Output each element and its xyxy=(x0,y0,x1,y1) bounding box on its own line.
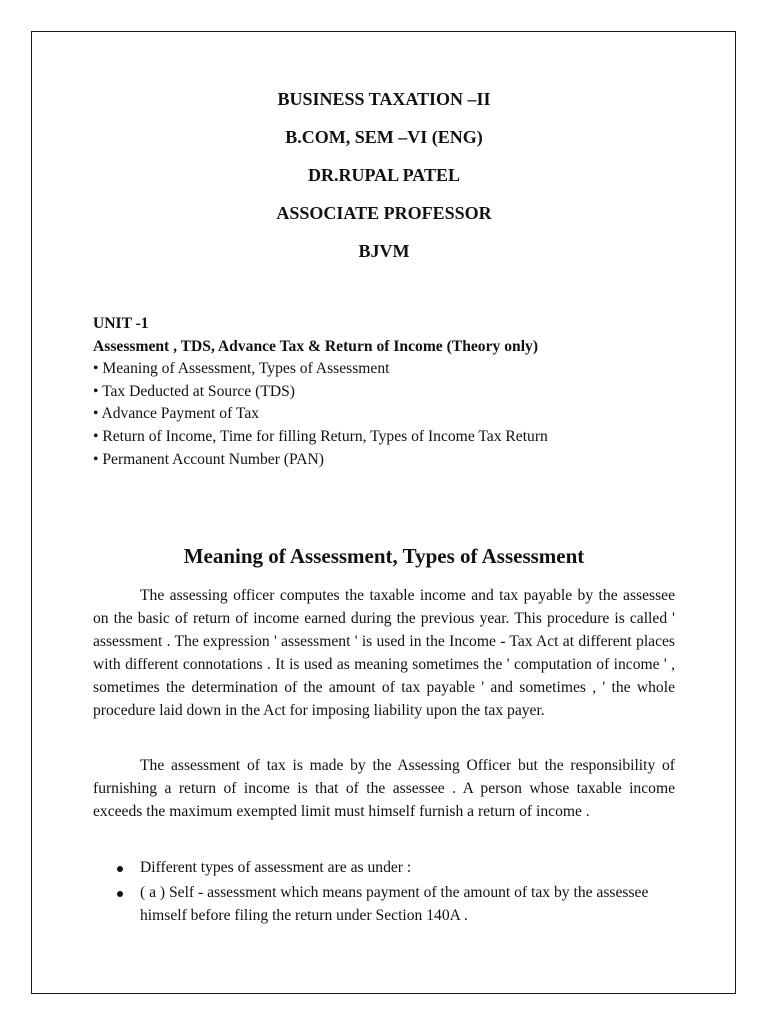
topic-item: • Permanent Account Number (PAN) xyxy=(93,450,324,468)
list-item xyxy=(93,857,675,880)
unit-outline xyxy=(93,313,693,471)
paragraph: The assessing officer computes the taxable income and tax payable by the assessee on the basic of return of income earned during the previous year. This procedure is called ' assessment . The expression ' assessment ' is used in the Income - Tax Act at different places with different connotations . It is used as meaning sometimes the ' computation of income ' , sometimes the determination of the amount of tax payable ' and sometimes , ' the whole procedure laid down in the Act for imposing liability upon the tax payer. xyxy=(93,587,675,719)
topic-item: • Tax Deducted at Source (TDS) xyxy=(93,382,295,400)
topic-item: • Meaning of Assessment, Types of Assessment xyxy=(93,360,390,378)
unit-subtitle: Assessment , TDS, Advance Tax & Return of Income (Theory only) xyxy=(93,337,539,355)
author-name: DR.RUPAL PATEL xyxy=(307,165,460,185)
section-heading: Meaning of Assessment, Types of Assessment xyxy=(183,544,585,568)
unit-label: UNIT -1 xyxy=(93,315,149,332)
bullet-icon xyxy=(117,866,123,872)
paragraph: The assessment of tax is made by the Assessing Officer but the responsibility of furnishing a return of income is that of the assessee . A person whose taxable income exceeds the maximum exempted limit must himself furnish a return of income . xyxy=(93,757,675,820)
list-item-text: Different types of assessment are as under : xyxy=(140,859,412,876)
author-designation: ASSOCIATE PROFESSOR xyxy=(276,203,492,223)
course-title: BUSINESS TAXATION –II xyxy=(277,89,491,109)
list-item-text: ( a ) Self - assessment which means payment of the amount of tax by the assessee himself before filing the return under Section 140A . xyxy=(140,883,649,924)
bullet-icon xyxy=(117,891,123,897)
institution-name: BJVM xyxy=(358,241,410,261)
topic-item: • Advance Payment of Tax xyxy=(93,405,260,423)
list-item xyxy=(93,882,675,928)
topic-item: • Return of Income, Time for filling Return, Types of Income Tax Return xyxy=(93,427,548,445)
assessment-types-list xyxy=(93,857,675,930)
semester-line: B.COM, SEM –VI (ENG) xyxy=(285,127,483,147)
